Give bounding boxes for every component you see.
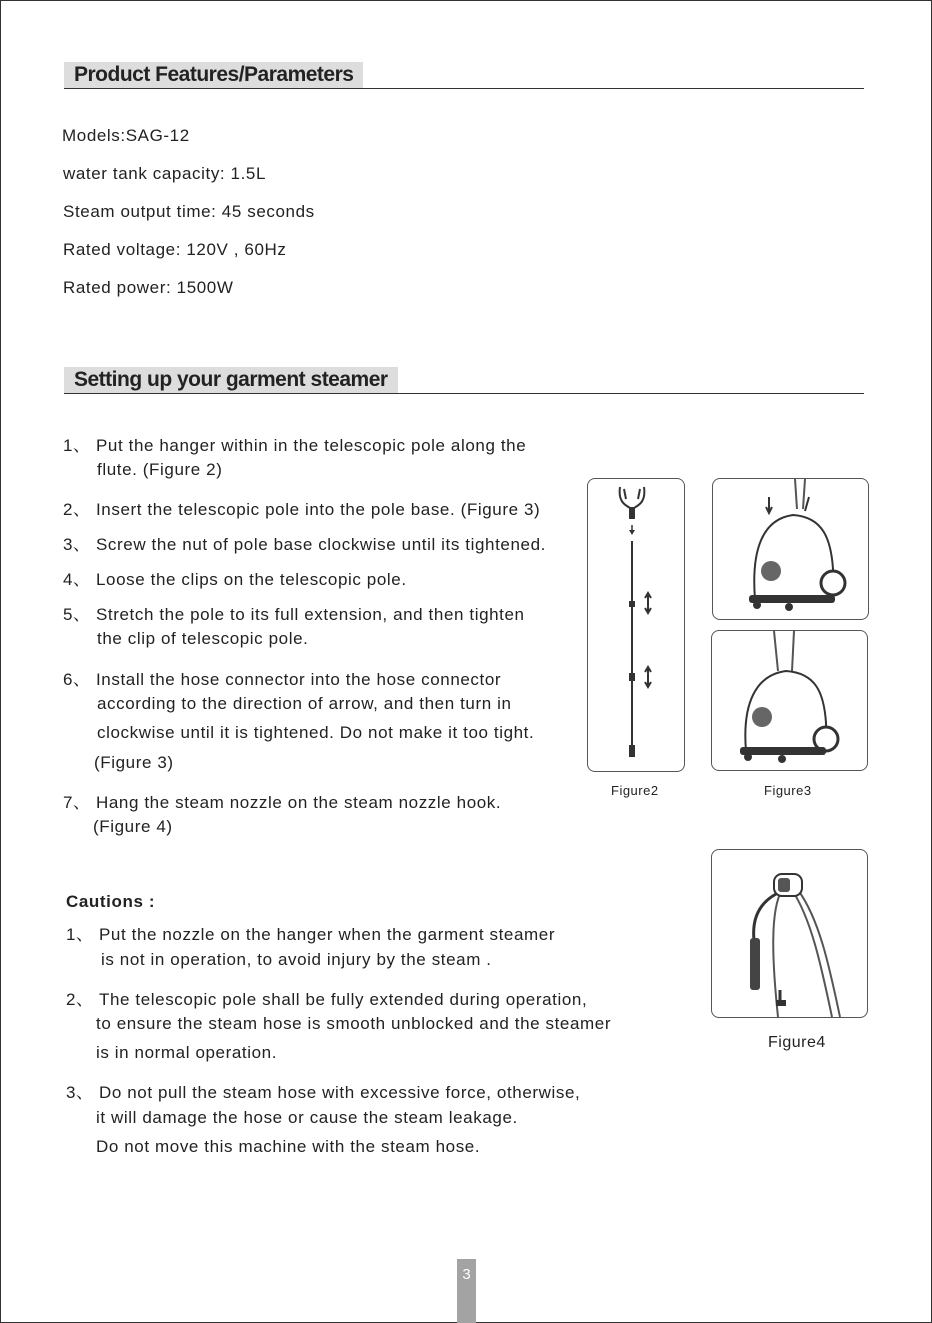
figure2-caption: Figure2 xyxy=(611,783,659,798)
caution-3: 3、 Do not pull the steam hose with excessive force, otherwise, xyxy=(66,1083,581,1102)
setup-step-7-cont: (Figure 4) xyxy=(93,817,173,836)
feature-model: Models:SAG-12 xyxy=(62,126,190,145)
caution-1-cont: is not in operation, to avoid injury by the steam . xyxy=(101,950,492,969)
feature-voltage: Rated voltage: 120V , 60Hz xyxy=(63,240,287,259)
feature-steam-time: Steam output time: 45 seconds xyxy=(63,202,315,221)
setup-heading: Setting up your garment steamer xyxy=(64,367,398,393)
setup-step-5: 5、 Stretch the pole to its full extension, and then tighten xyxy=(63,605,525,624)
figure3-illustration-top xyxy=(712,478,869,620)
setup-step-4: 4、 Loose the clips on the telescopic pole. xyxy=(63,570,407,589)
figure4-illustration xyxy=(711,849,868,1018)
setup-step-7: 7、 Hang the steam nozzle on the steam nozzle hook. xyxy=(63,793,502,812)
figure3-caption: Figure3 xyxy=(764,783,812,798)
caution-2-cont-2: is in normal operation. xyxy=(96,1043,278,1062)
page-number: 3 xyxy=(457,1259,476,1323)
caution-3-cont-2: Do not move this machine with the steam hose. xyxy=(96,1137,481,1156)
setup-step-6-cont-1: according to the direction of arrow, and then turn in xyxy=(97,694,512,713)
feature-tank-capacity: water tank capacity: 1.5L xyxy=(63,164,267,183)
setup-heading-bar xyxy=(64,367,864,394)
caution-2-cont-1: to ensure the steam hose is smooth unblocked and the steamer xyxy=(96,1014,612,1033)
caution-2: 2、 The telescopic pole shall be fully extended during operation, xyxy=(66,990,588,1009)
setup-step-6: 6、 Install the hose connector into the hose connector xyxy=(63,670,502,689)
feature-power: Rated power: 1500W xyxy=(63,278,234,297)
setup-step-6-cont-2: clockwise until it is tightened. Do not make it too tight. xyxy=(97,723,535,742)
setup-step-5-cont: the clip of telescopic pole. xyxy=(97,629,309,648)
setup-step-2: 2、 Insert the telescopic pole into the pole base. (Figure 3) xyxy=(63,500,541,519)
features-heading-bar xyxy=(64,62,864,89)
caution-1: 1、 Put the nozzle on the hanger when the garment steamer xyxy=(66,925,556,944)
figure3-illustration-bottom xyxy=(711,630,868,771)
setup-step-1-cont: flute. (Figure 2) xyxy=(97,460,223,479)
cautions-heading: Cautions : xyxy=(66,892,156,911)
setup-step-3: 3、 Screw the nut of pole base clockwise until its tightened. xyxy=(63,535,546,554)
setup-step-6-cont-3: (Figure 3) xyxy=(94,753,174,772)
figure4-caption: Figure4 xyxy=(768,1034,826,1051)
setup-step-1: 1、 Put the hanger within in the telescopic pole along the xyxy=(63,436,527,455)
figure2-illustration xyxy=(587,478,685,772)
features-heading: Product Features/Parameters xyxy=(64,62,363,88)
caution-3-cont-1: it will damage the hose or cause the steam leakage. xyxy=(96,1108,518,1127)
